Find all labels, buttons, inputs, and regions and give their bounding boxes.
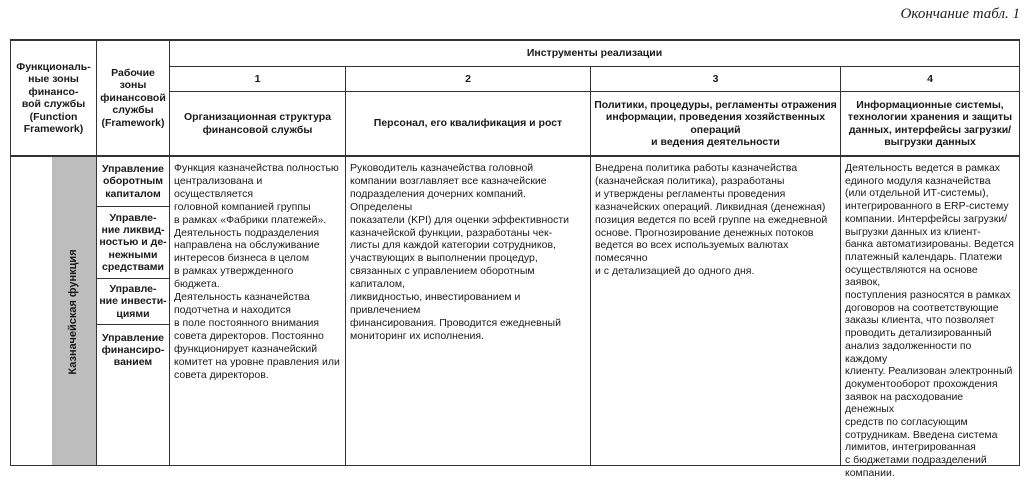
header-number-4: 4 [927, 72, 933, 85]
cell-policies: Внедрена политика работы казначейства (казначейская политика), разработаны и утверждены регламенты проведения казначейских операций. Ликвидная (денежная) позиция ведется по всей группе на ежедневной основе. Прогнозирование денежных потоков ведется во всех используемых валютах помесячно и с детализацией до одного дня. [595, 162, 828, 278]
table-caption: Окончание табл. 1 [900, 6, 1020, 22]
header-work-zones: Рабочие зоны финансовой службы (Framework) [100, 66, 166, 129]
header-function-zones: Функциональ- ные зоны финансо- вой службы (Function Framework) [16, 60, 91, 135]
function-zone-label: Казначейская функция [67, 249, 79, 375]
work-zone-financing: Управление финансиро- ванием [101, 331, 165, 369]
header-title-1: Организационная структура финансовой службы [183, 111, 332, 136]
header-title-4: Информационные системы, технологии хранения и защиты данных, интерфейсы загрузки/ выгрузки данных [847, 98, 1013, 148]
table-right-border [1019, 39, 1020, 466]
work-zone-liquidity: Управле- ние ликвид- ностью и де- нежными средствами [99, 211, 167, 273]
cell-org-structure: Функция казначейства полностью централизована и осуществляется головной компанией группы в рамках «Фабрики платежей». Деятельность подразделения направлена на обслуживание интересов бизнеса в целом в рамках утвержденного бюджета. Деятельность казначейства подотчетна и находится в поле постоянного внимания совета директоров. Постоянно функционирует казначейский комитет на уровне правления или совета директоров. [174, 162, 340, 381]
cell-info-systems: Деятельность ведется в рамках единого модуля казначейства (или отдельной ИТ-системы), интегрированного в ERP-систему компании. Интерфейсы загрузки/ выгрузки данных из клиент- банка автоматизированы. Ведется платежный календарь. Платежи осуществляются на основе заявок, поступления разносятся в рамках договоров на соответствующие заказы клиента, что позволяет проводить детализированный анализ задолженности по каждому клиенту. Реализован электронный документооборот прохождения заявок на расходование денежных средств по согласующим сотрудникам. Введена система лимитов, интегрированная с бюджетами подразделений компании. [845, 162, 1014, 479]
header-number-3: 3 [712, 72, 719, 85]
work-zone-working-capital: Управление оборотным капиталом [101, 163, 165, 200]
header-instruments: Инструменты реализации [526, 47, 663, 60]
work-zone-investments: Управле- ние инвести- циями [99, 283, 167, 320]
header-title-2: Персонал, его квалификация и рост [373, 117, 563, 130]
cell-personnel: Руководитель казначейства головной компании возглавляет все казначейские подразделения дочерних компаний. Определены показатели (KPI) для оценки эффективности казначейской функции, разработаны чек- листы для каждой категории сотрудников, участвующих в выполнении процедур, связанных с управлением оборотным капиталом, ликвидностью, инвестированием и привлечением финансирования. Проводится ежедневный мониторинг их исполнения. [350, 162, 570, 342]
header-number-2: 2 [465, 72, 471, 85]
header-number-1: 1 [254, 72, 261, 85]
header-title-3: Политики, процедуры, регламенты отражения информации, проведения хозяйственных операций и ведения деятельности [594, 98, 837, 148]
